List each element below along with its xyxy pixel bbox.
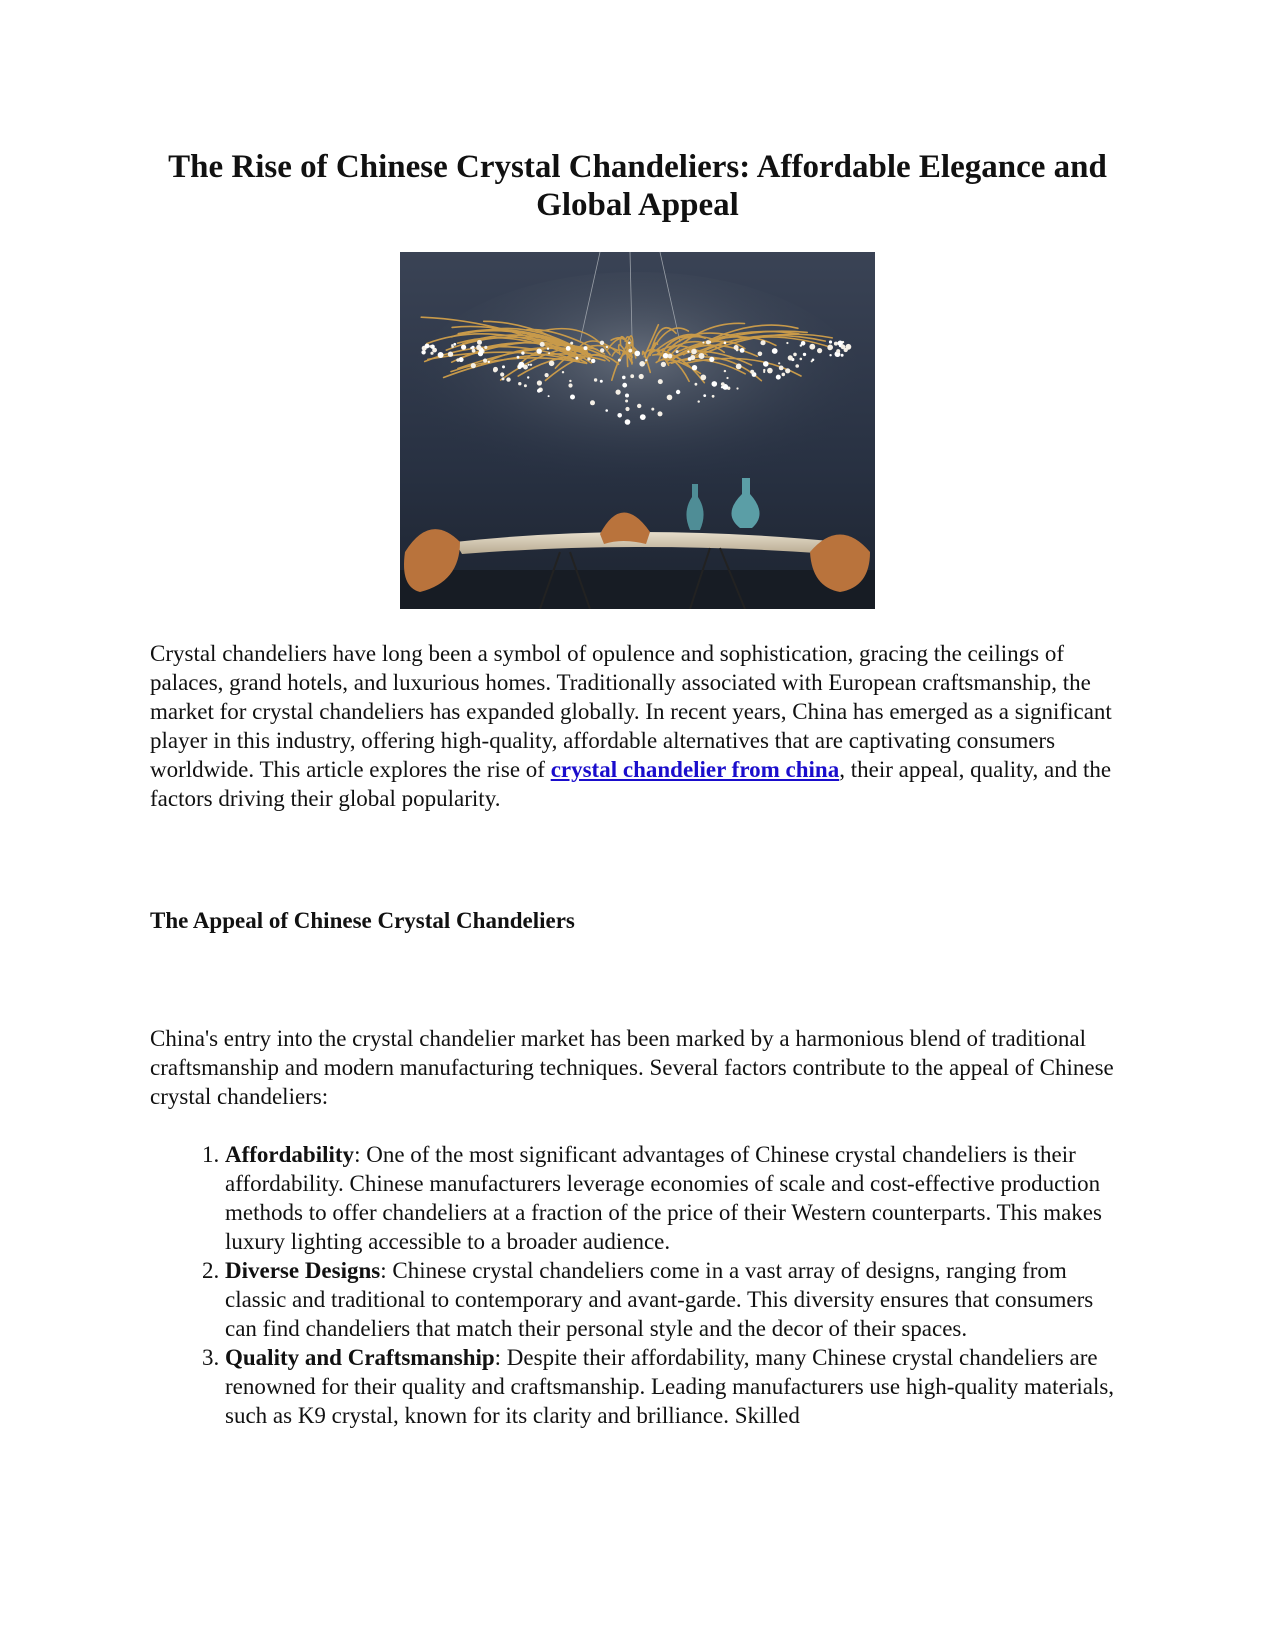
factor-term: Quality and Craftsmanship <box>225 1345 495 1370</box>
factor-text: : Chinese crystal chandeliers come in a vast array of designs, ranging from classic and traditional to contemporary and avant-garde. This diversity ensures that consumers can find chandeliers that match their personal style and the decor of their spaces. <box>225 1258 1094 1341</box>
article-title: The Rise of Chinese Crystal Chandeliers: Affordable Elegance and Global Appeal <box>168 149 1107 223</box>
factor-term: Affordability <box>225 1142 355 1167</box>
crystal-chandelier-link[interactable]: crystal chandelier from china <box>550 757 840 782</box>
intro-paragraph <box>150 639 1125 813</box>
intro-text-before: Crystal chandeliers have long been a symbol of opulence and sophistication, gracing the ceilings of palaces, grand hotels, and luxurious homes. Traditionally associated with European craftsmanship, the market for crystal chandeliers has expanded globally. In recent years, China has emerged as a significant player in this industry, offering high-quality, affordable alternatives that are captivating consumers worldwide. This article explores the rise of <box>150 641 1112 782</box>
section-paragraph: China's entry into the crystal chandelier market has been marked by a harmonious blend of traditional craftsmanship and modern manufacturing techniques. Several factors contribute to the appeal of Chinese crystal chandeliers: <box>150 1026 1114 1109</box>
document-page <box>150 148 1125 1430</box>
factor-text: : Despite their affordability, many Chinese crystal chandeliers are renowned for their quality and craftsmanship. Leading manufacturers use high-quality materials, such as K9 crystal, known for its clarity and brilliance. Skilled <box>225 1345 1115 1428</box>
factor-text: : One of the most significant advantages of Chinese crystal chandeliers is their affordability. Chinese manufacturers leverage economies of scale and cost-effective production methods to offer chandeliers at a fraction of the price of their Western counterparts. This makes luxury lighting accessible to a broader audience. <box>225 1142 1102 1254</box>
factors-list <box>150 1140 1125 1430</box>
list-item <box>225 1343 1125 1430</box>
section-heading: The Appeal of Chinese Crystal Chandeliers <box>150 908 575 933</box>
list-item <box>225 1140 1125 1256</box>
chandelier-photo <box>400 252 875 609</box>
list-item <box>225 1256 1125 1343</box>
factor-term: Diverse Designs <box>225 1258 381 1283</box>
intro-text-after: , their appeal, quality, and the factors driving their global popularity. <box>150 757 1112 811</box>
